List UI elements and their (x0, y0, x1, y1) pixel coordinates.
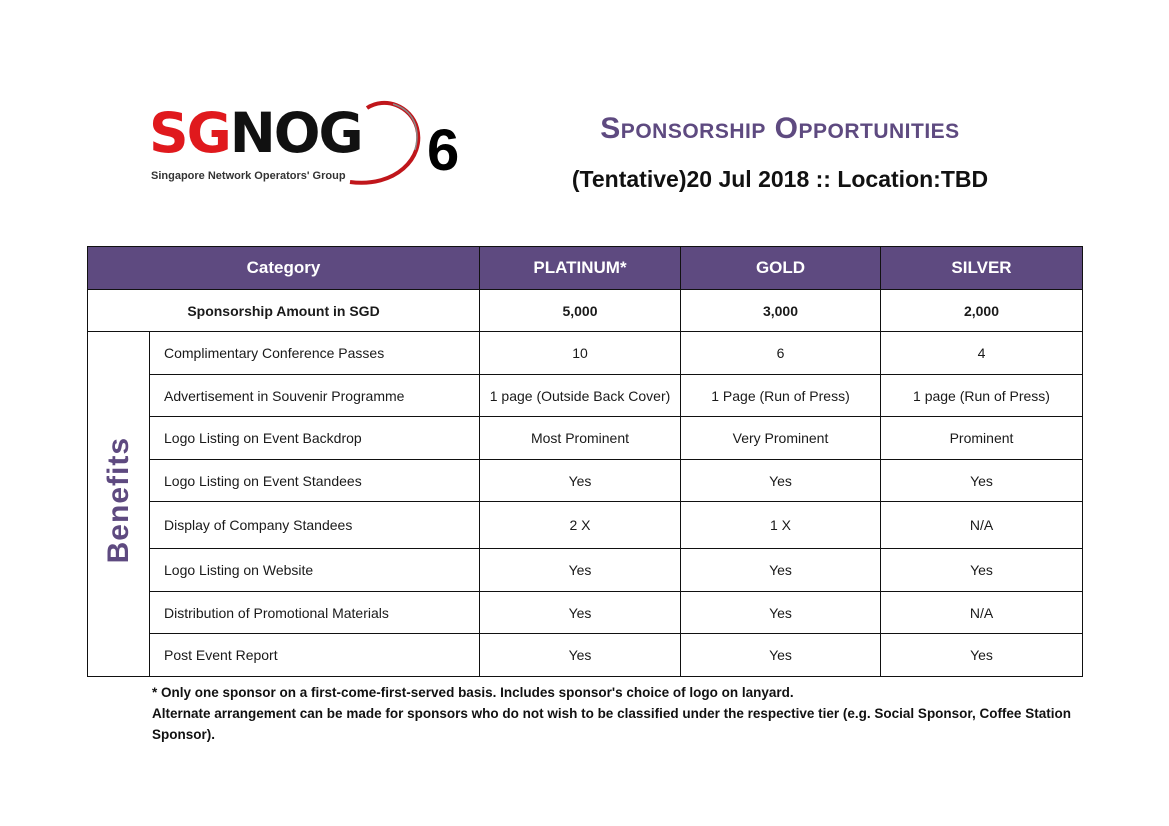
logo-suffix: NOG (229, 101, 362, 165)
benefit-value-gold: Yes (681, 549, 881, 592)
benefit-value-gold: 1 X (681, 502, 881, 549)
header-gold: GOLD (681, 247, 881, 290)
footnotes (152, 682, 1082, 745)
benefit-value-gold: 1 Page (Run of Press) (681, 375, 881, 417)
benefit-label: Advertisement in Souvenir Programme (150, 375, 480, 417)
table-header-row (88, 247, 1083, 290)
benefit-value-platinum: Yes (480, 460, 681, 502)
amount-silver: 2,000 (881, 290, 1083, 332)
benefit-value-platinum: Yes (480, 634, 681, 677)
table-row (88, 332, 1083, 375)
table-row (88, 592, 1083, 634)
amount-row (88, 290, 1083, 332)
table-row (88, 375, 1083, 417)
footnote-alternate: Alternate arrangement can be made for sponsors who do not wish to be classified under the respective tier (e.g. Social Sponsor, Coffee Station Sponsor). (152, 706, 1071, 742)
benefit-value-silver: Yes (881, 634, 1083, 677)
table-row (88, 417, 1083, 460)
table-row (88, 634, 1083, 677)
benefits-section-label (88, 332, 150, 677)
amount-gold: 3,000 (681, 290, 881, 332)
amount-platinum: 5,000 (480, 290, 681, 332)
benefit-value-platinum: Yes (480, 549, 681, 592)
benefit-value-gold: Yes (681, 634, 881, 677)
benefit-value-gold: Yes (681, 460, 881, 502)
logo-edition: 6 (427, 118, 460, 183)
benefit-value-silver: Yes (881, 460, 1083, 502)
benefit-value-gold: 6 (681, 332, 881, 375)
table-row (88, 460, 1083, 502)
benefit-value-silver: N/A (881, 592, 1083, 634)
logo-tagline: Singapore Network Operators' Group (151, 170, 346, 182)
benefits-label-text: Benefits (101, 436, 135, 564)
footnote-platinum: * Only one sponsor on a first-come-first-served basis. Includes sponsor's choice of logo on lanyard. (152, 685, 794, 700)
benefit-label: Complimentary Conference Passes (150, 332, 480, 375)
benefit-value-platinum: 2 X (480, 502, 681, 549)
benefit-value-silver: Yes (881, 549, 1083, 592)
benefit-value-gold: Very Prominent (681, 417, 881, 460)
page-subtitle: (Tentative)20 Jul 2018 :: Location:TBD (571, 166, 989, 192)
benefit-label: Display of Company Standees (150, 502, 480, 549)
benefit-value-silver: 1 page (Run of Press) (881, 375, 1083, 417)
benefit-value-gold: Yes (681, 592, 881, 634)
benefit-label: Logo Listing on Event Backdrop (150, 417, 480, 460)
benefit-value-platinum: Yes (480, 592, 681, 634)
benefit-value-platinum: Most Prominent (480, 417, 681, 460)
sponsorship-table (87, 246, 1083, 677)
table-row (88, 549, 1083, 592)
logo-wordmark (149, 101, 362, 165)
benefit-label: Logo Listing on Event Standees (150, 460, 480, 502)
benefit-value-silver: 4 (881, 332, 1083, 375)
header-silver: SILVER (881, 247, 1083, 290)
amount-label: Sponsorship Amount in SGD (88, 290, 480, 332)
table-row (88, 502, 1083, 549)
benefit-value-platinum: 1 page (Outside Back Cover) (480, 375, 681, 417)
benefit-label: Logo Listing on Website (150, 549, 480, 592)
benefit-value-silver: Prominent (881, 417, 1083, 460)
header-category: Category (88, 247, 480, 290)
benefit-label: Distribution of Promotional Materials (150, 592, 480, 634)
benefit-label: Post Event Report (150, 634, 480, 677)
page-title: Sponsorship Opportunities (600, 112, 960, 145)
benefit-value-silver: N/A (881, 502, 1083, 549)
logo-prefix: SG (149, 101, 230, 165)
header-platinum: PLATINUM* (480, 247, 681, 290)
sgnog-logo (145, 98, 475, 190)
benefit-value-platinum: 10 (480, 332, 681, 375)
